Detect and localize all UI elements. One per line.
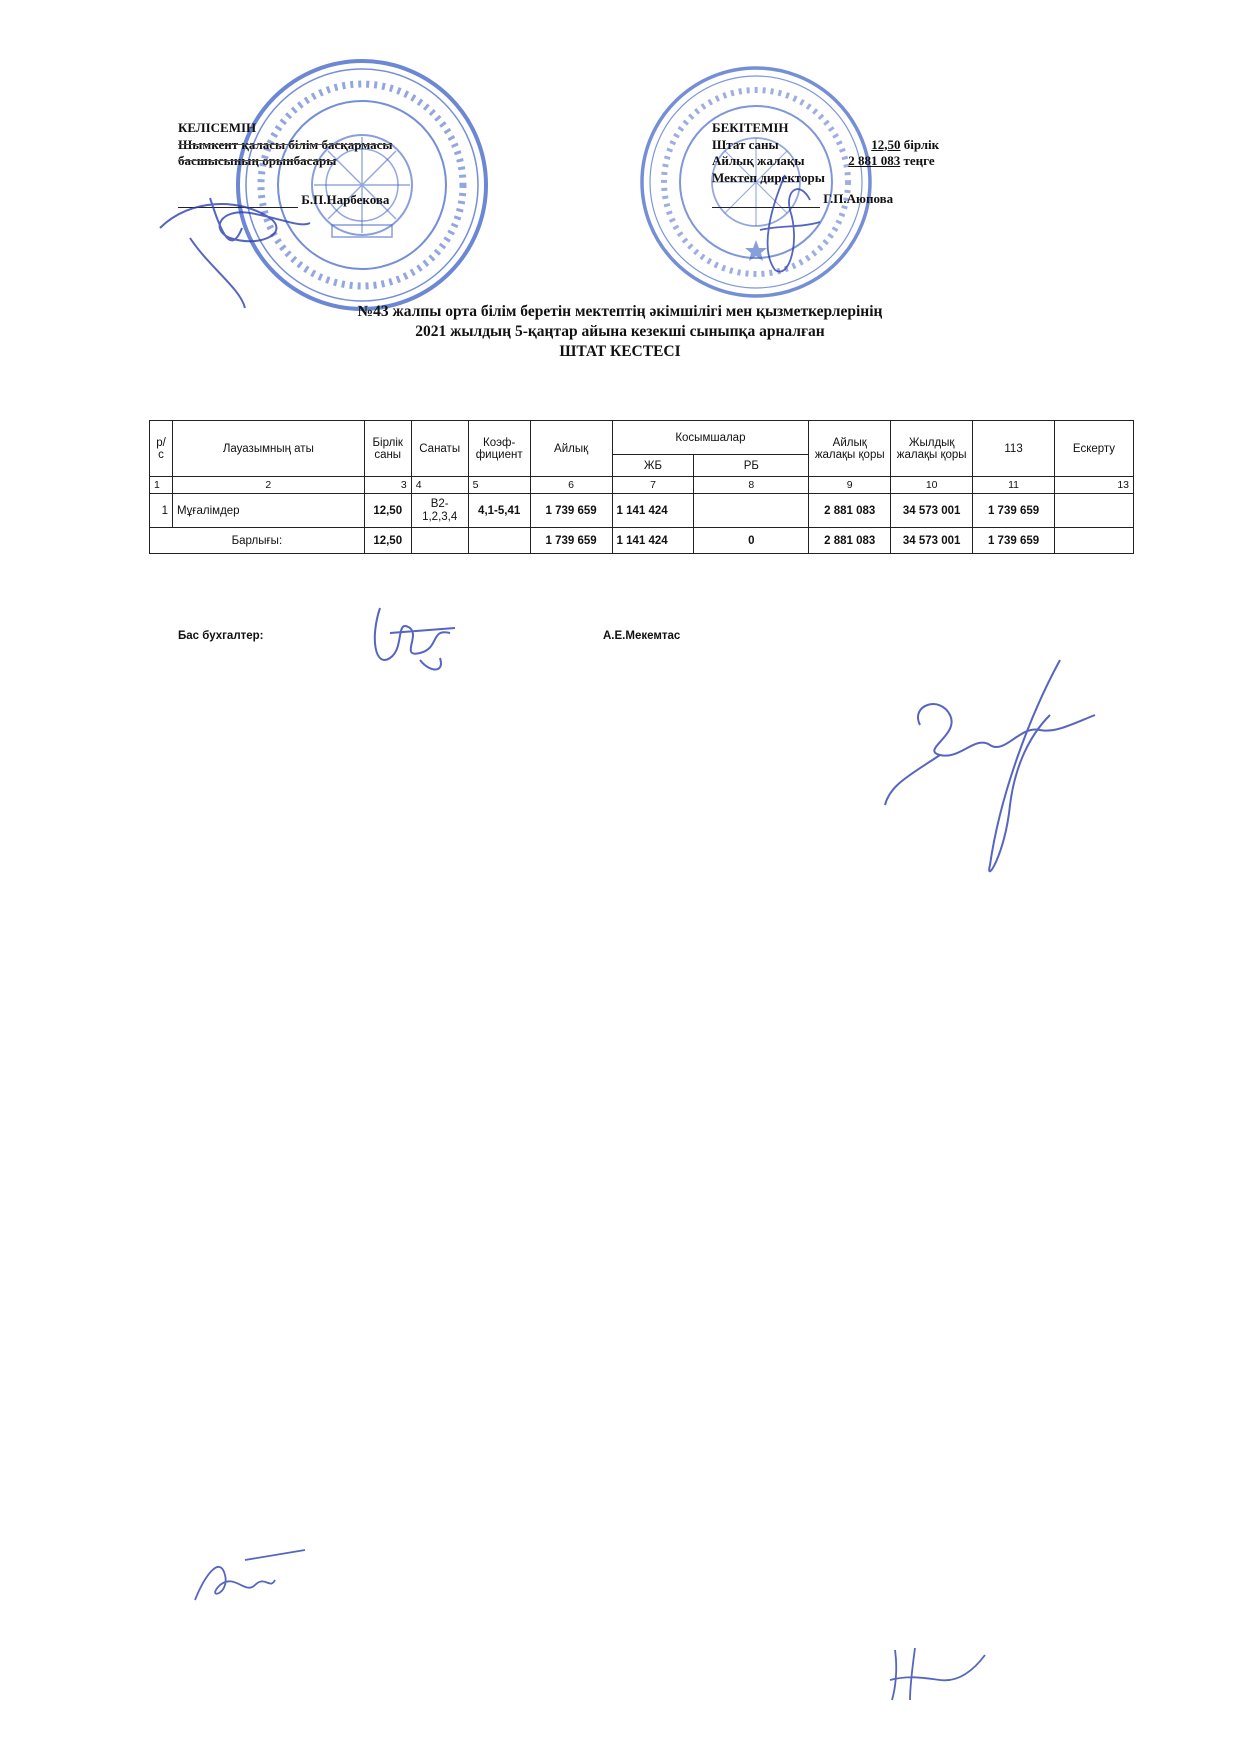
- col-number: 6: [530, 477, 612, 494]
- row-category: B2-1,2,3,4: [411, 494, 468, 528]
- col-number: 5: [468, 477, 530, 494]
- bottom-initials-scribble: [185, 1545, 310, 1615]
- document-title-line3: ШТАТ КЕСТЕСІ: [559, 343, 681, 360]
- total-label: Барлығы:: [150, 528, 365, 554]
- accountant-signature-scribble: [360, 598, 470, 680]
- header-category: Санаты: [411, 421, 468, 477]
- approval-agreed-heading: КЕЛІСЕМІН: [178, 120, 257, 135]
- total-coef: [468, 528, 530, 554]
- header-position: Лауазымның аты: [172, 421, 364, 477]
- col-number: 13: [1055, 477, 1134, 494]
- col-number: 11: [973, 477, 1055, 494]
- row-annual-fund: 34 573 001: [891, 494, 973, 528]
- row-units: 12,50: [364, 494, 411, 528]
- row-jb: 1 141 424: [612, 494, 694, 528]
- row-coef: 4,1-5,41: [468, 494, 530, 528]
- document-title-line2: 2021 жылдың 5-қаңтар айына кезекші сыныпқа арналған: [415, 323, 825, 340]
- staff-count-label: Штат саны: [712, 136, 779, 152]
- staff-schedule-table: [149, 420, 1134, 554]
- col-number: 9: [809, 477, 891, 494]
- accountant-name: А.Е.Мекемтас: [603, 630, 681, 642]
- header-salary: Айлық: [530, 421, 612, 477]
- total-monthly-fund: 2 881 083: [809, 528, 891, 554]
- table-row: [150, 494, 1134, 528]
- col-number: 2: [172, 477, 364, 494]
- agreed-signature-scribble: [150, 168, 320, 318]
- total-salary: 1 739 659: [530, 528, 612, 554]
- approval-agreed-line2: басшысының орынбасары: [178, 153, 337, 168]
- row-rb: [694, 494, 809, 528]
- total-annual-fund: 34 573 001: [891, 528, 973, 554]
- col-number: 10: [891, 477, 973, 494]
- approval-agreed-line1: Шымкент қаласы білім басқармасы: [178, 136, 393, 152]
- total-row: [150, 528, 1134, 554]
- staff-count-unit: бірлік: [903, 136, 940, 152]
- column-number-row: [150, 477, 1134, 494]
- header-num: р/с: [150, 421, 173, 477]
- total-category: [411, 528, 468, 554]
- header-113: 113: [973, 421, 1055, 477]
- header-annual-fund: Жылдық жалақы қоры: [891, 421, 973, 477]
- accountant-label: Бас бухгалтер:: [178, 630, 264, 642]
- approved-signature-scribble: [740, 170, 830, 280]
- total-rb: 0: [694, 528, 809, 554]
- director-position: Мектеп директоры: [712, 169, 825, 185]
- header-monthly-fund: Айлық жалақы қоры: [809, 421, 891, 477]
- total-note: [1055, 528, 1134, 554]
- col-number: 3: [364, 477, 411, 494]
- row-num: 1: [150, 494, 173, 528]
- col-number: 4: [411, 477, 468, 494]
- staff-count-value: 12,50: [871, 136, 901, 152]
- total-113: 1 739 659: [973, 528, 1055, 554]
- monthly-salary-value: 2 881 083: [848, 153, 901, 168]
- col-number: 7: [612, 477, 694, 494]
- total-jb: 1 141 424: [612, 528, 694, 554]
- approval-agreed-signer: Б.П.Нарбекова: [301, 191, 390, 207]
- row-monthly-fund: 2 881 083: [809, 494, 891, 528]
- document-title: [0, 302, 1240, 362]
- header-extras: Косымшалар: [612, 421, 809, 455]
- total-units: 12,50: [364, 528, 411, 554]
- approval-approved-heading: БЕКІТЕМІН: [712, 120, 789, 135]
- header-note: Ескерту: [1055, 421, 1134, 477]
- header-units: Бірлік саны: [364, 421, 411, 477]
- row-salary: 1 739 659: [530, 494, 612, 528]
- approval-approved-signer: Г.П.Аюпова: [823, 191, 894, 206]
- row-position: Мұғалімдер: [172, 494, 364, 528]
- col-number: 1: [150, 477, 173, 494]
- header-extra-rb: РБ: [694, 455, 809, 477]
- row-113: 1 739 659: [973, 494, 1055, 528]
- large-signature-scribble: [880, 655, 1100, 885]
- header-extra-jb: ЖБ: [612, 455, 694, 477]
- monthly-salary-unit: теңге: [903, 153, 935, 168]
- monthly-salary-label: Айлық жалақы: [712, 153, 805, 168]
- header-coef: Коэф-фициент: [468, 421, 530, 477]
- col-number: 8: [694, 477, 809, 494]
- bottom-right-initials-scribble: [880, 1640, 990, 1705]
- row-note: [1055, 494, 1134, 528]
- document-title-line1: №43 жалпы орта білім беретін мектептің әкімшілігі мен қызметкерлерінің: [357, 303, 883, 320]
